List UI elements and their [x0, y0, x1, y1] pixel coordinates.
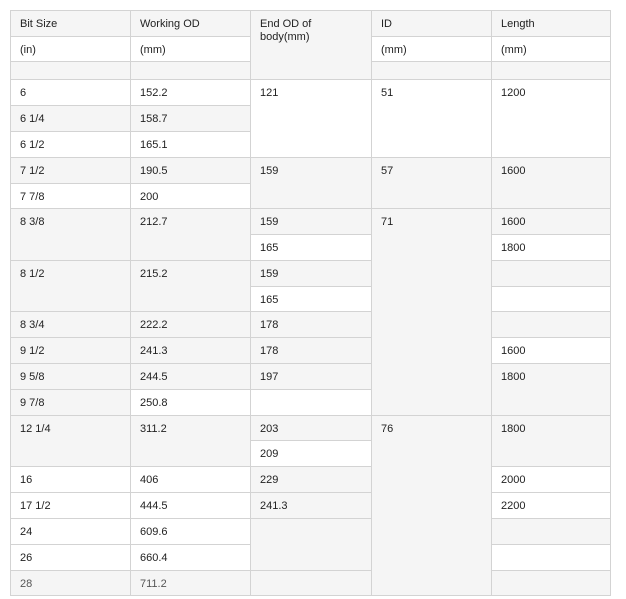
id-cell: 57 — [372, 158, 492, 209]
end-od-empty — [251, 519, 372, 571]
bit-size-cell: 6 — [10, 80, 131, 106]
length-cell: 1800 — [492, 416, 611, 467]
bit-size-cell: 8 3/4 — [10, 312, 131, 338]
end-od-cell: 229 — [251, 467, 372, 493]
length-empty — [492, 261, 611, 287]
working-od-cell: 241.3 — [131, 338, 251, 364]
bit-size-cell: 16 — [10, 467, 131, 493]
working-od-cell: 222.2 — [131, 312, 251, 338]
spacer-row — [492, 62, 611, 80]
unit-id: (mm) — [372, 37, 492, 62]
header-working-od: Working OD — [131, 10, 251, 37]
end-od-empty — [251, 390, 372, 416]
unit-working-od: (mm) — [131, 37, 251, 62]
end-od-cell: 197 — [251, 364, 372, 390]
header-id: ID — [372, 10, 492, 37]
bit-size-cell: 6 1/4 — [10, 106, 131, 132]
end-od-cell: 203 — [251, 416, 372, 441]
end-od-cell: 159 — [251, 261, 372, 287]
header-end-od: End OD of body(mm) — [251, 10, 372, 80]
id-cell: 76 — [372, 416, 492, 596]
working-od-cell: 190.5 — [131, 158, 251, 184]
length-cell: 1800 — [492, 364, 611, 416]
spacer-row — [10, 62, 131, 80]
bit-size-cell: 17 1/2 — [10, 493, 131, 519]
bit-size-cell: 24 — [10, 519, 131, 545]
working-od-cell: 165.1 — [131, 132, 251, 158]
working-od-cell: 406 — [131, 467, 251, 493]
end-od-cell: 178 — [251, 312, 372, 338]
working-od-cell: 212.7 — [131, 209, 251, 261]
bit-size-cell: 7 1/2 — [10, 158, 131, 184]
unit-bit-size: (in) — [10, 37, 131, 62]
working-od-cell: 158.7 — [131, 106, 251, 132]
working-od-cell: 444.5 — [131, 493, 251, 519]
bit-size-cell: 9 5/8 — [10, 364, 131, 390]
length-cell: 2200 — [492, 493, 611, 519]
working-od-cell: 660.4 — [131, 545, 251, 571]
unit-length: (mm) — [492, 37, 611, 62]
spacer-row — [131, 62, 251, 80]
working-od-cell: 152.2 — [131, 80, 251, 106]
end-od-empty — [251, 571, 372, 596]
length-cell: 1600 — [492, 209, 611, 235]
bit-size-cell: 12 1/4 — [10, 416, 131, 467]
length-empty — [492, 519, 611, 545]
id-cell: 71 — [372, 209, 492, 416]
bit-size-cell: 9 1/2 — [10, 338, 131, 364]
id-cell: 51 — [372, 80, 492, 158]
length-cell: 1200 — [492, 80, 611, 158]
working-od-cell: 244.5 — [131, 364, 251, 390]
length-empty — [492, 571, 611, 596]
end-od-cell: 165 — [251, 287, 372, 312]
length-cell: 1600 — [492, 338, 611, 364]
header-length: Length — [492, 10, 611, 37]
length-cell: 1600 — [492, 158, 611, 209]
end-od-cell: 121 — [251, 80, 372, 158]
bit-size-cell: 6 1/2 — [10, 132, 131, 158]
length-cell: 2000 — [492, 467, 611, 493]
spacer-row — [372, 62, 492, 80]
working-od-cell: 711.2 — [131, 571, 251, 596]
length-empty — [492, 545, 611, 571]
end-od-cell: 241.3 — [251, 493, 372, 519]
bit-size-cell: 8 1/2 — [10, 261, 131, 312]
header-bit-size: Bit Size — [10, 10, 131, 37]
working-od-cell: 250.8 — [131, 390, 251, 416]
length-cell: 1800 — [492, 235, 611, 261]
end-od-cell: 159 — [251, 158, 372, 209]
bit-size-cell: 7 7/8 — [10, 184, 131, 209]
end-od-cell: 165 — [251, 235, 372, 261]
end-od-cell: 209 — [251, 441, 372, 467]
bit-size-cell: 26 — [10, 545, 131, 571]
working-od-cell: 215.2 — [131, 261, 251, 312]
bit-size-cell: 28 — [10, 571, 131, 596]
bit-size-cell: 9 7/8 — [10, 390, 131, 416]
length-empty — [492, 312, 611, 338]
end-od-cell: 159 — [251, 209, 372, 235]
working-od-cell: 311.2 — [131, 416, 251, 467]
bit-size-cell: 8 3/8 — [10, 209, 131, 261]
length-empty — [492, 287, 611, 312]
working-od-cell: 609.6 — [131, 519, 251, 545]
working-od-cell: 200 — [131, 184, 251, 209]
end-od-cell: 178 — [251, 338, 372, 364]
